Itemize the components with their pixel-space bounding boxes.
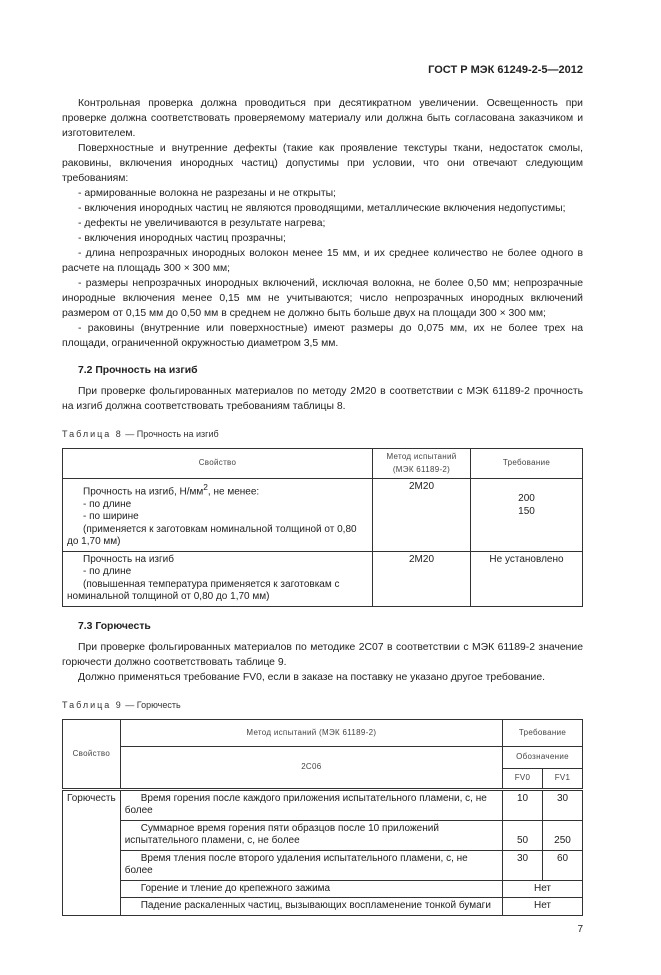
header-cell: Свойство [63, 449, 373, 479]
header-cell: Метод испытаний (МЭК 61189-2) [120, 719, 502, 746]
list-item: - раковины (внутренние или поверхностные) имеют размеры до 0,075 мм, их не более трех на площади, ограниченной окружностью диаметром 3,5 мм. [62, 323, 583, 349]
cell-text: 200 [518, 493, 535, 504]
superscript: 2 [203, 482, 208, 492]
header-cell: Обозначение [503, 746, 583, 768]
list-item: - включения инородных частиц не являются проводящими, металлические включения недопустимы; [78, 203, 566, 214]
table-cell: 30 [503, 850, 543, 880]
cell-text: Прочность на изгиб [83, 553, 174, 565]
paragraph: Поверхностные и внутренние дефекты (такие как проявление текстуры ткани, недостаток смолы, раковины, включения инородных частиц) допустимы при условии, что они отвечают следующим требованиям: [62, 143, 583, 184]
cell-text: - по длине [83, 566, 132, 578]
cell-text: - по ширине [83, 511, 139, 523]
table-cell: Не установлено [471, 551, 583, 606]
table-cell: 2М20 [373, 479, 471, 552]
cell-text: 150 [518, 505, 535, 517]
table-cell: 10 [503, 789, 543, 820]
table-cell: 60 [543, 850, 583, 880]
table-cell: Нет [503, 898, 583, 916]
table-cell: Горючесть [63, 789, 121, 915]
table-cell: Суммарное время горения пяти образцов после 10 приложений испытательного пламени, с, не более [120, 820, 502, 850]
cell-text: Прочность на изгиб, Н/мм [83, 486, 204, 498]
list-item: - дефекты не увеличиваются в результате нагрева; [78, 218, 326, 229]
section-7-2 [62, 363, 583, 414]
section-7-3 [62, 619, 583, 685]
table-cell: Горение и тление до крепежного зажима [120, 880, 502, 898]
table-cell [471, 479, 583, 552]
caption-text: — Прочность на изгиб [122, 429, 219, 439]
list-item: - длина непрозрачных инородных волокон менее 15 мм, и их среднее количество не более одного в расчете на площадь 300 × 300 мм; [62, 248, 583, 274]
cell-text: (применяется к заготовкам номинальной толщиной от 0,80 до 1,70 мм) [67, 523, 357, 548]
paragraph: Должно применяться требование FV0, если в заказе на поставку не указано другое требование. [78, 671, 545, 683]
page-number: 7 [577, 923, 583, 935]
table-cell: Время горения после каждого приложения испытательного пламени, с, не более [120, 789, 502, 820]
table-8 [62, 448, 583, 607]
header-cell: FV1 [543, 768, 583, 789]
list-item: - размеры непрозрачных инородных включений, исключая волокна, не более 0,50 мм; непрозрачные инородные включения менее 0,15 мм не учитываются; число непрозрачных инородных включений размером от 0,15 мм до 0,50 мм в среднем не должно быть больше двух на площади 300 × 300 мм; [62, 278, 583, 319]
list-item: - включения инородных частиц прозрачны; [78, 233, 286, 244]
caption-prefix: Таблица 9 [62, 699, 123, 710]
table-cell: 30 [543, 789, 583, 820]
table-cell: Время тления после второго удаления испытательного пламени, с, не более [120, 850, 502, 880]
header-cell: Требование [471, 449, 583, 479]
body-text [62, 96, 583, 351]
table-cell: 50 [503, 820, 543, 850]
header-cell: FV0 [503, 768, 543, 789]
paragraph: Контрольная проверка должна проводиться при десятикратном увеличении. Освещенность при проверке должна соответствовать проверяемому материалу или должна быть согласована заказчиком и изготовителем. [62, 98, 583, 139]
table-9-caption [62, 699, 583, 711]
table-cell: Нет [503, 880, 583, 898]
caption-prefix: Таблица 8 [62, 429, 123, 439]
table-9 [62, 719, 583, 916]
document-header: ГОСТ Р МЭК 61249-2-5—2012 [428, 64, 583, 76]
table-cell [63, 551, 373, 606]
cell-text: - по длине [83, 498, 132, 510]
cell-text: , не менее: [207, 486, 260, 498]
paragraph: При проверке фольгированных материалов по методике 2С07 в соответствии с МЭК 61189-2 значение горючести должно соответствовать таблице 9. [62, 641, 583, 668]
table-cell [63, 479, 373, 552]
header-cell: Требование [503, 719, 583, 746]
header-cell: Метод испытаний (МЭК 61189-2) [373, 449, 471, 479]
header-cell: Свойство [63, 719, 121, 789]
caption-text: — Горючесть [122, 699, 181, 710]
cell-text: (повышенная температура применяется к заготовкам с номинальной толщиной от 0,80 до 1,70 мм) [67, 578, 340, 603]
table-cell: Падение раскаленных частиц, вызывающих воспламенение тонкой бумаги [120, 898, 502, 916]
paragraph: При проверке фольгированных материалов по методу 2М20 в соответствии с МЭК 61189-2 прочность на изгиб должна соответствовать требованиям таблицы 8. [62, 386, 583, 412]
section-heading: 7.3 Горючесть [78, 620, 151, 632]
section-heading: 7.2 Прочность на изгиб [78, 365, 198, 376]
table-cell: 250 [543, 820, 583, 850]
header-cell: 2С06 [120, 746, 502, 789]
table-8-caption [62, 428, 583, 440]
list-item: - армированные волокна не разрезаны и не открыты; [78, 188, 336, 199]
table-cell: 2М20 [373, 551, 471, 606]
